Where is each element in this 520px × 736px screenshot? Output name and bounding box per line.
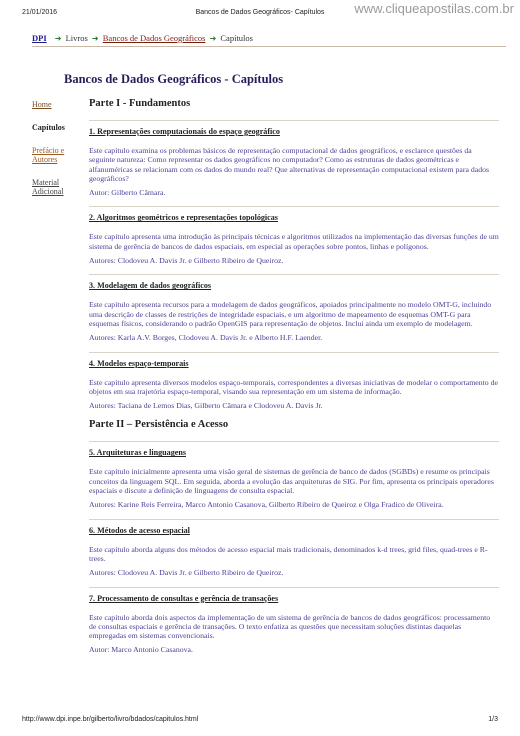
- chapter-authors: Autores: Karla A.V. Borges, Clodoveu A. Davis Jr. e Alberto H.F. Laender.: [89, 333, 323, 343]
- chapter-authors: Autor: Marco Antonio Casanova.: [89, 645, 193, 655]
- chapter-description: Este capítulo aborda alguns dos métodos de acesso espacial mais tradicionais, denominados k-d trees, grid files, quad-trees e R-trees.: [89, 544, 488, 563]
- chapter-authors: Autores: Taciana de Lemos Dias, Gilberto Câmara e Clodoveu A. Davis Jr.: [89, 401, 323, 411]
- chapter-divider: [89, 206, 499, 207]
- chapter-title-link[interactable]: 6. Métodos de acesso espacial: [89, 525, 190, 535]
- print-url: http://www.dpi.inpe.br/gilberto/livro/bdados/capitulos.html: [22, 716, 199, 723]
- breadcrumb-divider: [32, 46, 506, 47]
- part-title: Parte II – Persistência e Acesso: [89, 419, 229, 431]
- sidebar-item-material[interactable]: Material Adicional: [32, 178, 64, 196]
- arrow-right-icon: ➜: [54, 34, 62, 43]
- chapter-description: Este capítulo apresenta diversos modelos espaço-temporais, correspondentes a diversas iniciativas de modelar o comportamento de objetos em sua trajetória espaço-temporal, visando sua representação em um sistema de informação.: [89, 377, 498, 396]
- chapter-description: Este capítulo examina os problemas básicos de representação computacional de dados geográficos, e esclarece questões da seguinte natureza: Como representar os dados geográficos no computador? Como as estruturas de dados geométricas e alfanuméricas se relacionam com os dados do mundo real? Que alternativas de representação computacional existem para dados geográficos?: [89, 146, 490, 183]
- chapter-divider: [89, 519, 499, 520]
- part-2: [89, 419, 499, 654]
- chapter-title-link[interactable]: 7. Processamento de consultas e gerência de transações: [89, 593, 279, 603]
- chapter-description: Este capítulo aborda dois aspectos da implementação de um sistema de gerência de bancos de dados geográficos: processamento de consultas espaciais e gerência de transações. O texto enfatiza as questões que necessitam soluções distintas daquelas empregadas em sistemas convencionais.: [89, 612, 491, 641]
- chapter-divider: [89, 120, 499, 121]
- chapter-divider: [89, 441, 499, 442]
- main-content: [89, 98, 499, 664]
- chapter-title-link[interactable]: 5. Arquiteturas e linguagens: [89, 448, 186, 458]
- breadcrumb-livros: Livros: [65, 33, 88, 43]
- chapter-description: Este capítulo apresenta uma introdução às principais técnicas e algoritmos utilizados na implementação das diversas funções de um sistema de gerência de bancos de dados espaciais, em especial as operações sobre pontos, linhas e polígonos.: [89, 232, 499, 251]
- sidebar-nav: [32, 100, 78, 210]
- chapter-description: Este capítulo apresenta recursos para a modelagem de dados geográficos, apoiados principalmente no modelo OMT-G, incluindo uma descrição de classes de restrições de integridade espaciais, e um algoritmo de mapeamento de esquemas OMT-G para esquemas físicos, considerando o padrão OpenGIS para representação de objetos. Inclui ainda um exemplo de modelagem.: [89, 300, 492, 328]
- arrow-right-icon: ➜: [91, 34, 99, 43]
- watermark: www.cliqueapostilas.com.br: [354, 1, 514, 16]
- chapter-divider: [89, 587, 499, 588]
- breadcrumb-book-link[interactable]: Bancos de Dados Geográficos: [102, 33, 206, 43]
- chapter-title-link[interactable]: 2. Algoritmos geométricos e representações topológicas: [89, 213, 278, 223]
- sidebar-item-home[interactable]: Home: [32, 100, 52, 109]
- chapter-authors: Autores: Clodoveu A. Davis Jr. e Gilberto Ribeiro de Queiroz.: [89, 568, 284, 578]
- breadcrumb: [32, 33, 253, 43]
- sidebar-item-prefacio[interactable]: Prefácio e Autores: [32, 146, 65, 164]
- page-title: Bancos de Dados Geográficos - Capítulos: [64, 72, 284, 86]
- chapter-divider: [89, 352, 499, 353]
- print-page-number: 1/3: [488, 716, 498, 723]
- print-date: 21/01/2016: [22, 9, 58, 16]
- chapter-description: Este capítulo inicialmente apresenta uma visão geral de sistemas de gerência de banco de dados (SGBDs) e resume os principais conceitos da linguagem SQL. Em seguida, aborda a evolução das arquiteturas de SIG. Por fim, apresenta os principais operadores espaciais e discute a definição de linguagens de consulta espacial.: [89, 467, 494, 496]
- breadcrumb-current: Capítulos: [220, 33, 253, 43]
- chapter-divider: [89, 274, 499, 275]
- sidebar-item-capitulos: Capítulos: [32, 123, 65, 132]
- chapter-title-link[interactable]: 4. Modelos espaço-temporais: [89, 358, 189, 368]
- chapter-authors: Autores: Karine Reis Ferreira, Marco Antonio Casanova, Gilberto Ribeiro de Queiroz e Olga Fradico de Oliveira.: [89, 500, 444, 510]
- part-1: [89, 98, 499, 410]
- arrow-right-icon: ➜: [209, 34, 217, 43]
- print-page-title: Bancos de Dados Geográficos- Capítulos: [195, 9, 325, 16]
- chapter-title-link[interactable]: 3. Modelagem de dados geográficos: [89, 281, 212, 291]
- breadcrumb-home-link[interactable]: DPI: [32, 33, 47, 43]
- chapter-title-link[interactable]: 1. Representações computacionais do espaço geográfico: [89, 127, 280, 136]
- chapter-authors: Autor: Gilberto Câmara.: [89, 188, 166, 198]
- part-title: Parte I - Fundamentos: [89, 98, 191, 109]
- chapter-authors: Autores: Clodoveu A. Davis Jr. e Gilberto Ribeiro de Queiroz.: [89, 256, 284, 266]
